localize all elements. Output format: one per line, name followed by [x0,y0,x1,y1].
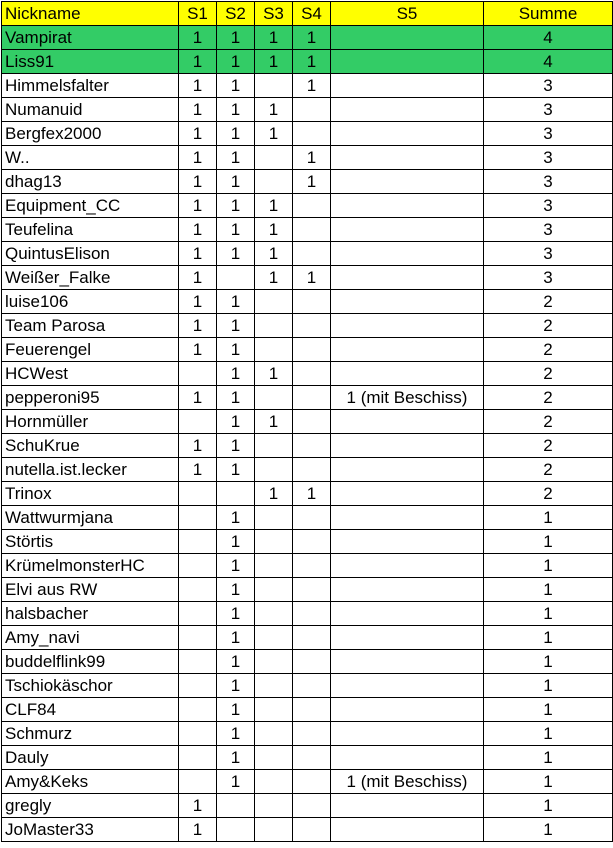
table-row [2,770,613,794]
cell-s3 [255,434,293,458]
cell-s1 [179,746,217,770]
cell-nickname: buddelflink99 [2,650,179,674]
table-row [2,818,613,842]
cell-s1 [179,674,217,698]
table-row [2,266,613,290]
table-row [2,554,613,578]
cell-s5 [331,578,484,602]
cell-s1: 1 [179,458,217,482]
cell-s5 [331,50,484,74]
cell-nickname: pepperoni95 [2,386,179,410]
cell-s1: 1 [179,74,217,98]
cell-s5 [331,410,484,434]
cell-summe: 3 [484,218,613,242]
cell-s2: 1 [217,650,255,674]
cell-s4 [293,650,331,674]
cell-s5 [331,506,484,530]
cell-nickname: Teufelina [2,218,179,242]
cell-s3: 1 [255,98,293,122]
cell-s3 [255,170,293,194]
cell-s4 [293,626,331,650]
cell-s3: 1 [255,242,293,266]
cell-s2: 1 [217,50,255,74]
cell-s1: 1 [179,314,217,338]
cell-s5 [331,26,484,50]
table-row [2,626,613,650]
cell-s1 [179,770,217,794]
cell-s4: 1 [293,50,331,74]
cell-nickname: CLF84 [2,698,179,722]
cell-s5: 1 (mit Beschiss) [331,770,484,794]
cell-s5 [331,290,484,314]
cell-s3 [255,722,293,746]
header-nickname: Nickname [2,2,179,26]
cell-s1 [179,722,217,746]
cell-s5 [331,674,484,698]
cell-summe: 1 [484,554,613,578]
cell-s5 [331,746,484,770]
cell-nickname: Amy&Keks [2,770,179,794]
table-body [2,26,613,842]
cell-s5 [331,242,484,266]
cell-summe: 2 [484,314,613,338]
cell-s4 [293,674,331,698]
cell-s5 [331,458,484,482]
cell-s2: 1 [217,290,255,314]
cell-nickname: Liss91 [2,50,179,74]
cell-nickname: Feuerengel [2,338,179,362]
cell-s3: 1 [255,122,293,146]
cell-summe: 4 [484,26,613,50]
cell-s4 [293,818,331,842]
cell-summe: 2 [484,386,613,410]
cell-s1: 1 [179,218,217,242]
cell-s2: 1 [217,626,255,650]
cell-summe: 3 [484,74,613,98]
cell-nickname: Hornmüller [2,410,179,434]
cell-s2: 1 [217,698,255,722]
cell-s4 [293,338,331,362]
cell-summe: 3 [484,122,613,146]
cell-s2: 1 [217,530,255,554]
cell-s5 [331,698,484,722]
cell-s3: 1 [255,362,293,386]
cell-s4 [293,770,331,794]
cell-s3 [255,818,293,842]
cell-s1: 1 [179,794,217,818]
cell-s2: 1 [217,458,255,482]
cell-nickname: Equipment_CC [2,194,179,218]
header-s5: S5 [331,2,484,26]
cell-summe: 2 [484,458,613,482]
cell-s1: 1 [179,146,217,170]
cell-summe: 4 [484,50,613,74]
table-row [2,218,613,242]
cell-summe: 3 [484,242,613,266]
cell-summe: 1 [484,794,613,818]
cell-s3 [255,530,293,554]
cell-nickname: Himmelsfalter [2,74,179,98]
cell-s3 [255,626,293,650]
cell-nickname: Vampirat [2,26,179,50]
cell-s1: 1 [179,434,217,458]
cell-s5 [331,794,484,818]
cell-s2: 1 [217,338,255,362]
cell-summe: 1 [484,506,613,530]
cell-s5 [331,362,484,386]
cell-s5 [331,434,484,458]
table-row [2,314,613,338]
table-row [2,530,613,554]
table-row [2,338,613,362]
header-s4: S4 [293,2,331,26]
cell-s3 [255,338,293,362]
table-row [2,602,613,626]
cell-nickname: W.. [2,146,179,170]
cell-s2 [217,794,255,818]
cell-s5 [331,818,484,842]
cell-s4 [293,554,331,578]
table-row [2,290,613,314]
header-s2: S2 [217,2,255,26]
cell-nickname: HCWest [2,362,179,386]
cell-s4 [293,794,331,818]
cell-s3 [255,290,293,314]
cell-s5 [331,98,484,122]
cell-s2: 1 [217,74,255,98]
cell-s4 [293,746,331,770]
cell-summe: 1 [484,602,613,626]
cell-s1 [179,602,217,626]
cell-s5 [331,554,484,578]
cell-s5 [331,338,484,362]
cell-s2 [217,818,255,842]
cell-s2: 1 [217,170,255,194]
cell-s4: 1 [293,482,331,506]
cell-summe: 3 [484,194,613,218]
cell-summe: 1 [484,674,613,698]
cell-nickname: Tschiokäschor [2,674,179,698]
cell-s1: 1 [179,338,217,362]
cell-s4 [293,458,331,482]
cell-nickname: halsbacher [2,602,179,626]
cell-s4: 1 [293,146,331,170]
cell-s4 [293,434,331,458]
cell-s4 [293,314,331,338]
cell-s4: 1 [293,26,331,50]
cell-s1: 1 [179,386,217,410]
cell-s4: 1 [293,170,331,194]
table-row [2,578,613,602]
table-row [2,458,613,482]
cell-s4 [293,386,331,410]
cell-s4: 1 [293,74,331,98]
cell-summe: 3 [484,266,613,290]
table-row [2,410,613,434]
table-row [2,146,613,170]
cell-s3 [255,602,293,626]
cell-s1: 1 [179,26,217,50]
cell-summe: 3 [484,170,613,194]
cell-s5 [331,626,484,650]
cell-s2: 1 [217,314,255,338]
cell-s2: 1 [217,386,255,410]
cell-s1 [179,410,217,434]
cell-s5: 1 (mit Beschiss) [331,386,484,410]
cell-summe: 1 [484,698,613,722]
table-row [2,794,613,818]
cell-s2: 1 [217,218,255,242]
cell-s5 [331,482,484,506]
cell-s5 [331,122,484,146]
cell-s3: 1 [255,266,293,290]
cell-s2: 1 [217,434,255,458]
table-row [2,50,613,74]
cell-s4 [293,242,331,266]
cell-s3 [255,770,293,794]
cell-summe: 1 [484,626,613,650]
header-row [2,2,613,26]
cell-s3 [255,458,293,482]
cell-s2 [217,266,255,290]
cell-s3 [255,506,293,530]
cell-summe: 2 [484,410,613,434]
cell-nickname: KrümelmonsterHC [2,554,179,578]
cell-s1 [179,554,217,578]
cell-s2: 1 [217,602,255,626]
cell-summe: 1 [484,746,613,770]
cell-s5 [331,530,484,554]
cell-s4 [293,506,331,530]
cell-s4 [293,194,331,218]
cell-summe: 1 [484,578,613,602]
cell-nickname: Team Parosa [2,314,179,338]
cell-s1: 1 [179,50,217,74]
cell-s3 [255,74,293,98]
cell-s5 [331,314,484,338]
table-row [2,506,613,530]
cell-s4 [293,122,331,146]
cell-nickname: Wattwurmjana [2,506,179,530]
cell-nickname: JoMaster33 [2,818,179,842]
cell-s1: 1 [179,290,217,314]
table-row [2,98,613,122]
cell-s2: 1 [217,554,255,578]
cell-summe: 2 [484,482,613,506]
cell-nickname: Dauly [2,746,179,770]
cell-s3 [255,314,293,338]
cell-s2: 1 [217,122,255,146]
cell-s2: 1 [217,746,255,770]
cell-s2: 1 [217,26,255,50]
cell-s1 [179,650,217,674]
cell-summe: 1 [484,770,613,794]
cell-s2: 1 [217,362,255,386]
cell-s1 [179,530,217,554]
cell-s4 [293,98,331,122]
cell-s5 [331,266,484,290]
table-row [2,482,613,506]
cell-summe: 2 [484,290,613,314]
cell-s1: 1 [179,170,217,194]
cell-summe: 2 [484,434,613,458]
cell-s4 [293,410,331,434]
cell-s5 [331,194,484,218]
cell-s3: 1 [255,218,293,242]
cell-s4 [293,362,331,386]
cell-s3: 1 [255,26,293,50]
cell-nickname: Numanuid [2,98,179,122]
score-table [1,1,613,842]
cell-s1 [179,626,217,650]
table-row [2,170,613,194]
table-row [2,434,613,458]
cell-nickname: Bergfex2000 [2,122,179,146]
cell-s1: 1 [179,242,217,266]
cell-s2: 1 [217,242,255,266]
cell-s4 [293,722,331,746]
header-summe: Summe [484,2,613,26]
cell-s3 [255,746,293,770]
cell-s5 [331,146,484,170]
cell-s2: 1 [217,674,255,698]
cell-s2: 1 [217,722,255,746]
cell-s2: 1 [217,146,255,170]
cell-nickname: SchuKrue [2,434,179,458]
cell-s4 [293,578,331,602]
table-row [2,26,613,50]
cell-s5 [331,602,484,626]
cell-s1 [179,362,217,386]
cell-s5 [331,218,484,242]
table-row [2,74,613,98]
cell-nickname: Trinox [2,482,179,506]
cell-summe: 2 [484,338,613,362]
cell-s3 [255,674,293,698]
cell-s3 [255,554,293,578]
cell-nickname: Schmurz [2,722,179,746]
table-row [2,674,613,698]
cell-nickname: nutella.ist.lecker [2,458,179,482]
cell-nickname: Amy_navi [2,626,179,650]
cell-s2: 1 [217,770,255,794]
cell-s5 [331,722,484,746]
cell-s1 [179,698,217,722]
cell-s2: 1 [217,98,255,122]
cell-s2: 1 [217,410,255,434]
cell-s4 [293,218,331,242]
header-s1: S1 [179,2,217,26]
cell-s1 [179,578,217,602]
cell-summe: 1 [484,722,613,746]
table-row [2,386,613,410]
cell-summe: 1 [484,530,613,554]
table-row [2,650,613,674]
table-row [2,122,613,146]
cell-summe: 1 [484,650,613,674]
cell-s2 [217,482,255,506]
table-row [2,746,613,770]
cell-s4 [293,698,331,722]
cell-s5 [331,170,484,194]
header-s3: S3 [255,2,293,26]
table-row [2,362,613,386]
cell-nickname: gregly [2,794,179,818]
cell-s2: 1 [217,578,255,602]
cell-nickname: QuintusElison [2,242,179,266]
cell-s1: 1 [179,122,217,146]
cell-s2: 1 [217,506,255,530]
cell-s4 [293,602,331,626]
cell-s3: 1 [255,410,293,434]
cell-nickname: Elvi aus RW [2,578,179,602]
cell-s3: 1 [255,50,293,74]
table-row [2,194,613,218]
cell-nickname: Störtis [2,530,179,554]
cell-s5 [331,74,484,98]
cell-s3 [255,698,293,722]
cell-s3 [255,386,293,410]
cell-s4 [293,290,331,314]
cell-s3: 1 [255,194,293,218]
cell-s1 [179,506,217,530]
cell-nickname: dhag13 [2,170,179,194]
cell-summe: 1 [484,818,613,842]
cell-s1: 1 [179,266,217,290]
cell-s1: 1 [179,98,217,122]
table-row [2,698,613,722]
cell-s3 [255,578,293,602]
cell-s3 [255,650,293,674]
cell-s3 [255,146,293,170]
table-row [2,722,613,746]
cell-s4 [293,530,331,554]
table-row [2,242,613,266]
cell-nickname: Weißer_Falke [2,266,179,290]
cell-summe: 2 [484,362,613,386]
cell-s3: 1 [255,482,293,506]
cell-summe: 3 [484,98,613,122]
cell-s3 [255,794,293,818]
cell-summe: 3 [484,146,613,170]
cell-s5 [331,650,484,674]
cell-s1 [179,482,217,506]
cell-s1: 1 [179,194,217,218]
cell-s4: 1 [293,266,331,290]
cell-s1: 1 [179,818,217,842]
cell-s2: 1 [217,194,255,218]
cell-nickname: luise106 [2,290,179,314]
